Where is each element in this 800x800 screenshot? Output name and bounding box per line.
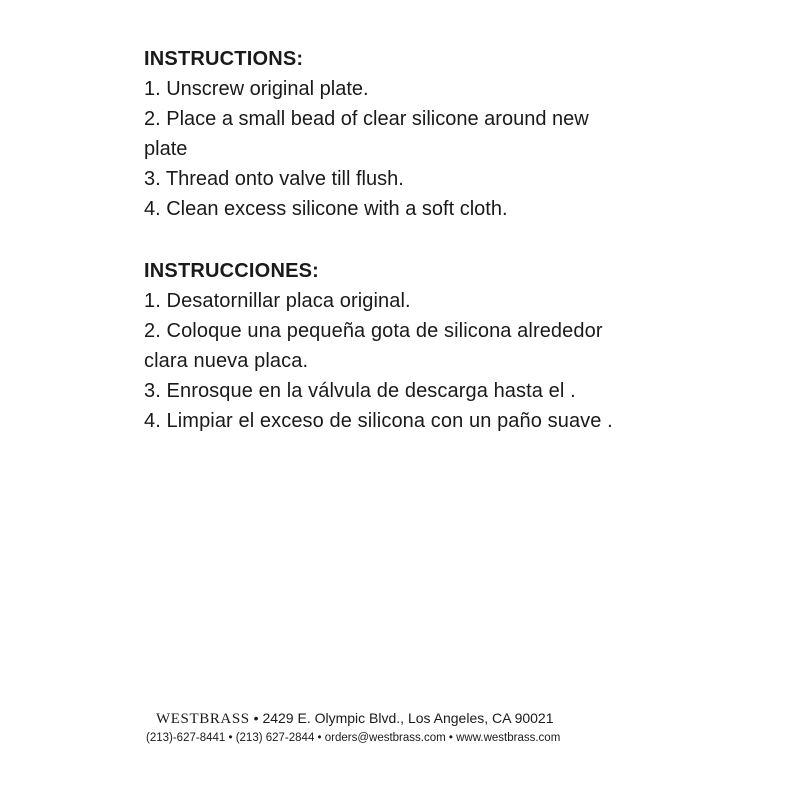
spanish-step-4: 4. Limpiar el exceso de silicona con un paño suave . xyxy=(144,410,613,432)
spanish-step-2: 2. Coloque una pequeña gota de silicona alrededor clara nueva placa. xyxy=(144,320,603,372)
footer-contact-line: (213)-627-8441 • (213) 627-2844 • orders@westbrass.com • www.westbrass.com xyxy=(146,732,561,744)
english-step-3: 3. Thread onto valve till flush. xyxy=(144,168,404,190)
spanish-heading: INSTRUCCIONES: xyxy=(144,260,320,282)
footer-address: • 2429 E. Olympic Blvd., Los Angeles, CA 90021 xyxy=(249,710,554,726)
english-instructions xyxy=(144,44,664,224)
spanish-step-3: 3. Enrosque en la válvula de descarga hasta el . xyxy=(144,380,576,402)
english-step-1: 1. Unscrew original plate. xyxy=(144,78,369,100)
footer-address-line xyxy=(156,708,664,729)
spanish-instructions xyxy=(144,256,664,436)
english-heading: INSTRUCTIONS: xyxy=(144,48,304,70)
english-step-4: 4. Clean excess silicone with a soft cloth. xyxy=(144,198,508,220)
spanish-step-1: 1. Desatornillar placa original. xyxy=(144,290,411,312)
english-step-2: 2. Place a small bead of clear silicone around new plate xyxy=(144,108,589,160)
company-footer xyxy=(144,708,664,747)
brand-name: WESTBRASS xyxy=(156,711,250,727)
